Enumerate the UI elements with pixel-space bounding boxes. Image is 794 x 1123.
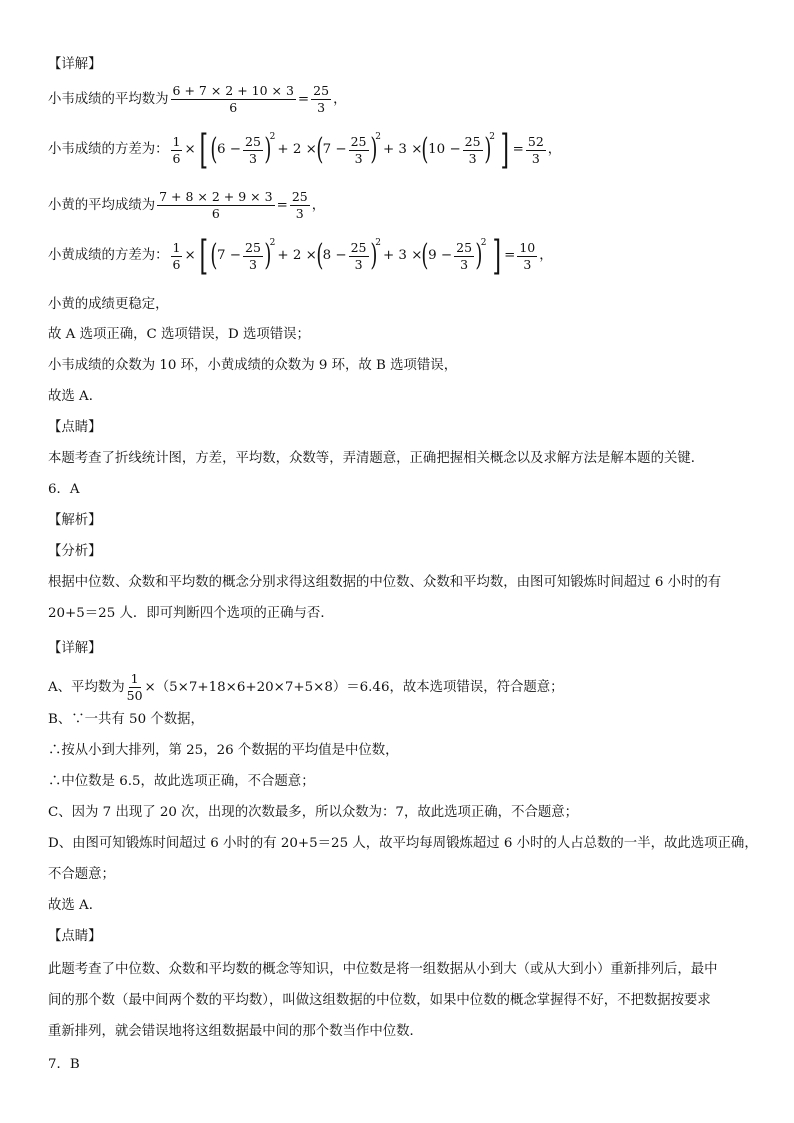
text-line: ∴中位数是 6.5，故此选项正确，不合题意； [48,774,315,789]
huang-variance-line: 小黄成绩的方差为： $\frac{1}{6}$ × [ ( 7 − $\frac{25}{3}$ ) 2 + 2 × ( 8 − $\frac{25}{3}$ ) 2 + 3 × ( 9 − $\frac{25}{3}$ ) 2 ] = $\frac{10}{3}$ ， [48,233,553,279]
text-line: 不合题意； [48,867,115,882]
huang-average-line: 小黄的平均成绩为 $\frac{7 + 8 \times 2 + 9 \times 3}{6}$ = $\frac{25}{3}$ ， [48,189,326,221]
huang-average-fraction: $\frac{7 + 8 \times 2 + 9 \times 3}{6}$ [159,189,273,221]
text-line: ∴按从小到大排列，第 25，26 个数据的平均值是中位数， [48,743,399,758]
section-heading-detail: 【详解】 [48,641,102,656]
question-answer: 7．B [48,1057,80,1072]
text-line: 小黄的成绩更稳定， [48,297,169,312]
section-heading-breakdown: 【分析】 [48,544,102,559]
wei-variance-line: 小韦成绩的方差为： $\frac{1}{6}$ × [ ( 6 − $\frac{25}{3}$ ) 2 + 2 × ( 7 − $\frac{25}{3}$ ) 2 + 3 × ( 10 − $\frac{25}{3}$ ) 2 ] = $\frac{52}{3}$ ， [48,127,562,173]
section-heading-detail: 【详解】 [48,57,102,72]
option-a-line: A、平均数为 $\frac{1}{50}$ ×（5×7+18×6+20×7+5×8）＝6.46，故本选项错误，符合题意； [48,671,564,703]
section-heading-comment: 【点睛】 [48,420,102,435]
text-line: 20+5＝25 人．即可判断四个选项的正确与否． [48,606,334,621]
text-line: 故 A 选项正确，C 选项错误，D 选项错误； [48,327,310,342]
section-heading-analysis: 【解析】 [48,513,102,528]
text-line: 间的那个数（最中间两个数的平均数），叫做这组数据的中位数，如果中位数的概念掌握得不好，不把数据按要求 [48,993,711,1008]
huang-variance-result: $\frac{10}{3}$ [519,239,536,272]
wei-variance-result: $\frac{52}{3}$ [527,133,544,166]
section-heading-comment: 【点睛】 [48,929,102,944]
wei-average-line: 小韦成绩的平均数为 $\frac{6 + 7 \times 2 + 10 \times 3}{6}$ = $\frac{25}{3}$ ， [48,83,347,115]
wei-average-result: $\frac{25}{3}$ [313,83,330,115]
text-line: 故选 A． [48,389,103,404]
text-line: C、因为 7 出现了 20 次，出现的次数最多，所以众数为：7，故此选项正确，不合题意； [48,805,579,820]
text-line: 小韦成绩的众数为 10 环，小黄成绩的众数为 9 环，故 B 选项错误， [48,358,458,373]
text-line: 根据中位数、众数和平均数的概念分别求得这组数据的中位数、众数和平均数，由图可知锻炼时间超过 6 小时的有 [48,575,722,590]
text-line: 此题考查了中位数、众数和平均数的概念等知识，中位数是将一组数据从小到大（或从大到小）重新排列后，最中 [48,962,718,977]
option-a-fraction: $\frac{1}{50}$ [126,671,143,703]
text-line: D、由图可知锻炼时间超过 6 小时的有 20+5＝25 人，故平均每周锻炼超过 6 小时的人占总数的一半，故此选项正确， [48,836,758,851]
text-line: 故选 A． [48,898,103,913]
text-line: B、∵一共有 50 个数据， [48,712,204,727]
text-line: 重新排列，就会错误地将这组数据最中间的那个数当作中位数． [48,1024,423,1039]
text-line: 本题考查了折线统计图，方差，平均数，众数等，弄清题意，正确把握相关概念以及求解方法是解本题的关键． [48,451,705,466]
wei-average-fraction: $\frac{6 + 7 \times 2 + 10 \times 3}{6}$ [172,83,294,115]
question-answer: 6．A [48,482,80,497]
